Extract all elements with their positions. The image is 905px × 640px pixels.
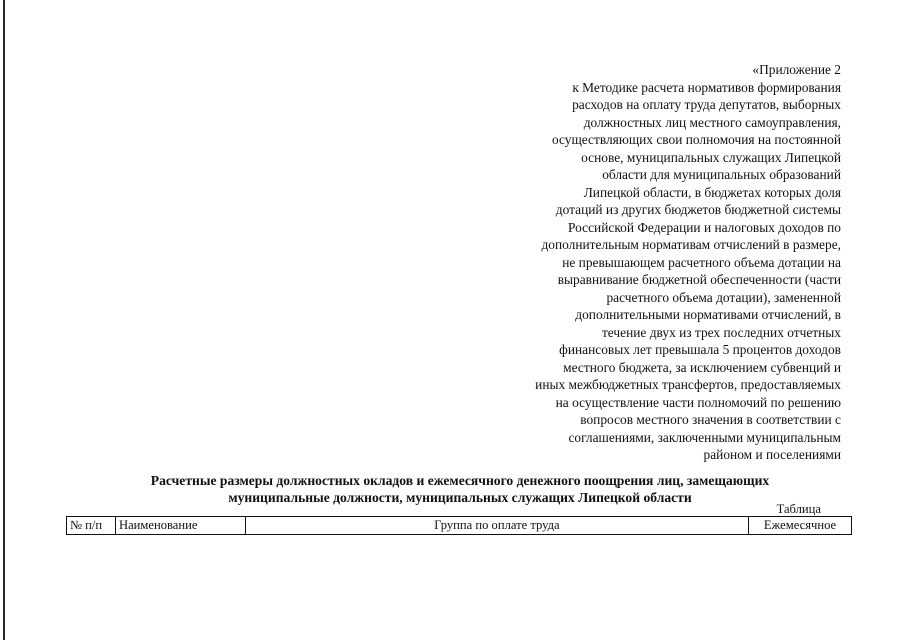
header-name: Наименование: [115, 517, 245, 535]
appendix-line: Российской Федерации и налоговых доходов по: [568, 219, 841, 235]
appendix-line: местного бюджета, за исключением субвенций и: [563, 359, 841, 375]
appendix-line: Липецкой области, в бюджетах которых доля: [583, 184, 841, 200]
title-line-2: муниципальные должности, муниципальных служащих Липецкой области: [228, 490, 692, 505]
appendix-line: выравнивание бюджетной обеспеченности (части: [557, 272, 841, 287]
appendix-line: на осуществление части полномочий по решению: [555, 394, 841, 410]
document-title: [60, 472, 860, 506]
appendix-line: к Методике расчета нормативов формирования: [572, 79, 841, 95]
table-label: Таблица: [776, 502, 821, 516]
appendix-line: дополнительными нормативами отчислений, в: [575, 307, 841, 322]
header-monthly: Ежемесячное: [749, 517, 852, 535]
appendix-line: дополнительным нормативам отчислений в размере,: [541, 237, 841, 252]
appendix-line: расходов на оплату труда депутатов, выборных: [572, 97, 841, 112]
title-line-1: Расчетные размеры должностных окладов и ежемесячного денежного поощрения лиц, замещающих: [150, 473, 770, 488]
appendix-line: соглашениями, заключенными муниципальным: [568, 429, 841, 445]
appendix-line: должностных лиц местного самоуправления,: [583, 114, 841, 130]
scan-edge-line: [3, 0, 5, 640]
salary-table: [66, 516, 852, 535]
table-header-row: [67, 517, 852, 535]
appendix-line: области для муниципальных образований: [602, 167, 841, 182]
appendix-line: иных межбюджетных трансфертов, предоставляемых: [535, 377, 841, 392]
appendix-line: дотаций из других бюджетов бюджетной системы: [555, 202, 841, 217]
appendix-line: вопросов местного значения в соответствии с: [580, 412, 841, 427]
appendix-line: финансовых лет превышала 5 процентов доходов: [559, 342, 841, 357]
appendix-line: течение двух из трех последних отчетных: [601, 324, 841, 340]
appendix-line: осуществляющих свои полномочия на постоянной: [551, 132, 841, 147]
appendix-line: основе, муниципальных служащих Липецкой: [581, 149, 841, 165]
appendix-heading: [481, 61, 841, 464]
header-pay-group: Группа по оплате труда: [245, 517, 748, 535]
appendix-line: районом и поселениями: [703, 447, 841, 462]
appendix-line: расчетного объема дотации), замененной: [606, 289, 841, 305]
appendix-line: не превышающем расчетного объема дотации на: [562, 254, 841, 270]
header-number: № п/п: [67, 517, 116, 535]
appendix-line: «Приложение 2: [752, 62, 841, 77]
